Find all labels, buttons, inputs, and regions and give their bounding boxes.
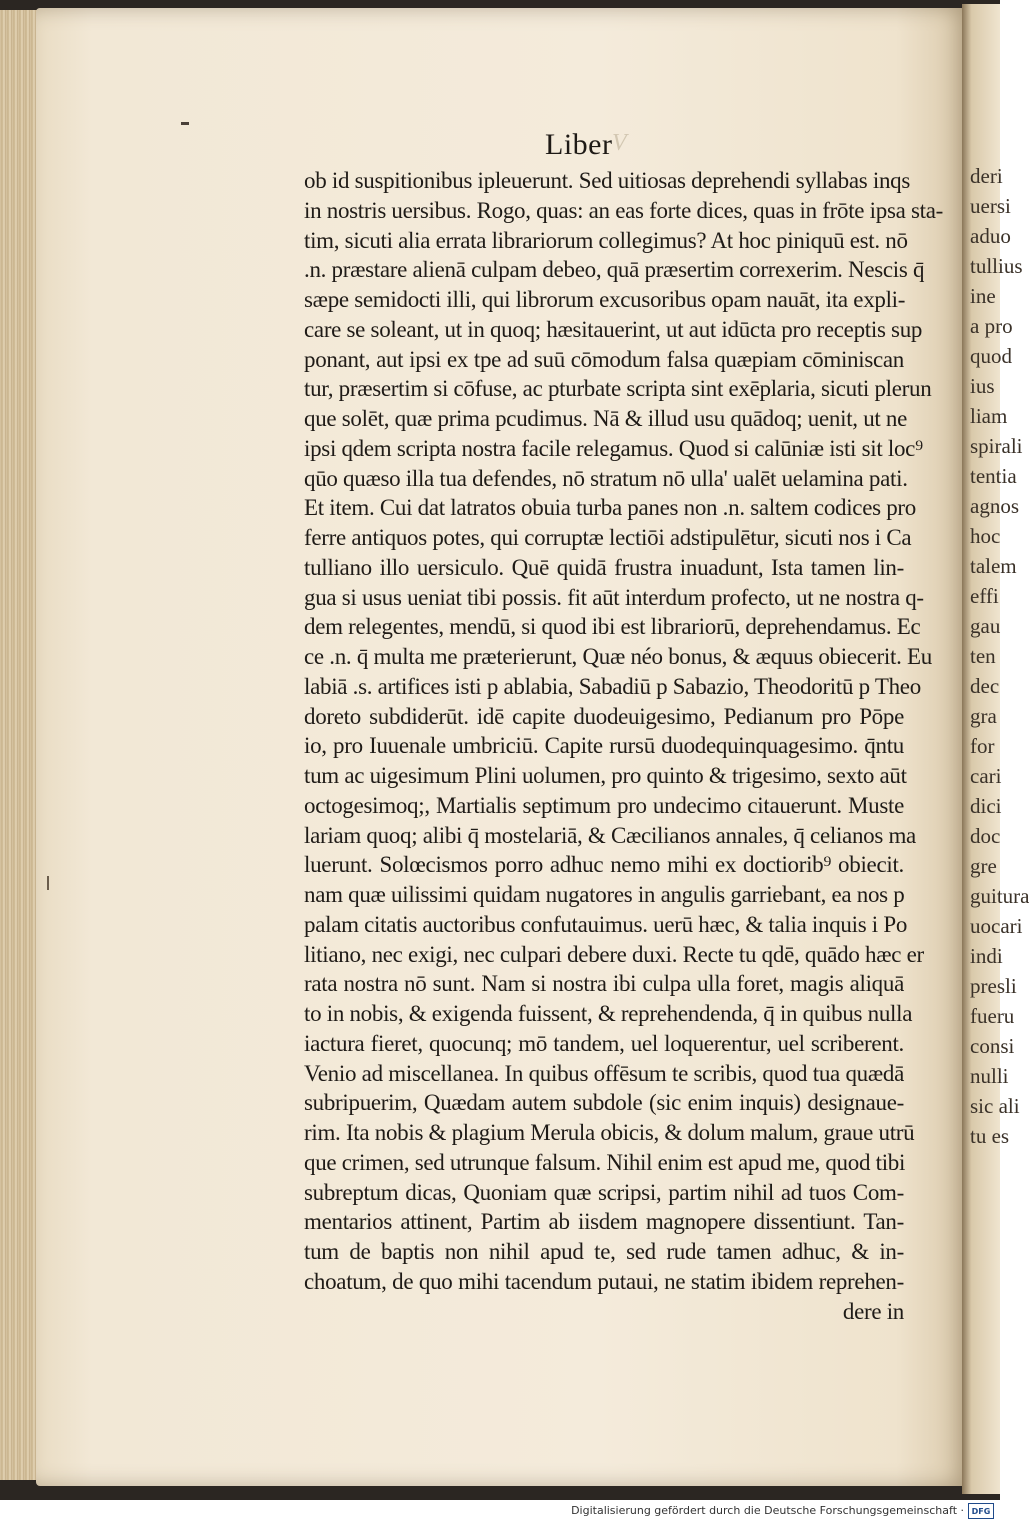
text-line: Venio ad miscellanea. In quibus offēsum te scribis, quod tua quædā (304, 1060, 904, 1086)
facing-page-fragment: talem (970, 554, 1017, 578)
facing-page-fragment: tentia (970, 464, 1017, 488)
text-line: tum ac uigesimum Plini uolumen, pro quinto & trigesimo, sexto aūt (304, 763, 907, 788)
text-line: que solēt, quæ prima pcudimus. Nā & illud usu quādoq; uenit, ut ne (304, 406, 908, 431)
text-line: que crimen, sed utrunque falsum. Nihil enim est apud me, quod tibi (304, 1149, 906, 1175)
text-line: tulliano illo uersiculo. Quē quidā frustra inuadunt, Ista tamen lin- (304, 554, 904, 580)
facing-page-fragment: agnos (970, 494, 1019, 518)
facing-page-fragment: uocari (970, 914, 1023, 938)
facing-page-fragment: dec (970, 674, 1000, 698)
text-line: ce .n. q̄ multa me præterierunt, Quæ néo bonus, & æquus obiecerit. Eu (304, 644, 932, 669)
text-line: subreptum dicas, Quoniam quæ scripsi, partim nihil ad tuos Com- (304, 1179, 904, 1205)
facing-page-fragment: nulli (970, 1064, 1009, 1088)
facing-page-fragment: hoc (970, 524, 1001, 548)
facing-page-fragment: gau (970, 614, 1001, 638)
dfg-logo-icon: DFG (968, 1503, 994, 1519)
text-line: palam citatis auctoribus confutauimus. uerū hæc, & talia inquis i Po (304, 911, 908, 937)
text-line: doreto subdiderūt. idē capite duodeuigesimo, Pedianum pro Pōpe (304, 703, 904, 729)
facing-page-fragment: tu es (970, 1124, 1010, 1148)
facing-page-fragment: liam (970, 404, 1008, 428)
text-line: dem relegentes, mendū, si quod ibi est librariorū, deprehendamus. Ec (304, 614, 921, 640)
margin-mark (47, 876, 49, 890)
facing-page-fragment: ten (970, 644, 996, 668)
text-line: mentarios attinent, Partim ab iisdem magnopere dissentiunt. Tan- (304, 1209, 904, 1235)
text-line: gua si usus ueniat tibi possis. fit aūt interdum profecto, ut ne nostra q- (304, 584, 924, 610)
facing-page-fragment: tullius (970, 254, 1023, 278)
text-line: io, pro Iuuenale umbriciū. Capite rursū duodequinquagesimo. q̄ntu (304, 733, 904, 759)
facing-page-fragment: aduo (970, 224, 1011, 248)
facing-page-fragment: a pro (970, 314, 1013, 338)
facing-page-fragment: ius (970, 374, 995, 398)
facing-page-fragment: presli (970, 974, 1017, 998)
text-line: Et item. Cui dat latratos obuia turba panes non .n. saltem codices pro (304, 495, 916, 521)
facing-page-fragment: indi (970, 944, 1003, 968)
text-line: litiano, nec exigi, nec culpari debere duxi. Recte tu qdē, quādo hæc er (304, 941, 924, 967)
text-line: tum de baptis non nihil apud te, sed rude tamen adhuc, & in- (304, 1239, 904, 1264)
facing-page-fragment: guitura (970, 884, 1029, 908)
text-line: octogesimoq;, Martialis septimum pro undecimo citauerunt. Muste (304, 792, 904, 818)
text-line: qūo quæso illa tua defendes, nō stratum nō ulla' ualēt uelamina pati. (304, 465, 908, 491)
facing-page-fragment: gra (970, 704, 997, 728)
ink-mark (181, 122, 189, 125)
text-line: luerunt. Solœcismos porro adhuc nemo mihi ex doctiorib⁹ obiecit. (304, 852, 904, 878)
facing-page (962, 4, 1029, 1494)
text-line: nam quæ uilissimi quidam nugatores in angulis garriebant, ea nos p (304, 882, 905, 907)
text-line: choatum, de quo mihi tacendum putaui, ne statim ibidem reprehen- (304, 1268, 904, 1294)
text-line: ob id suspitionibus ipleuerunt. Sed uitiosas deprehendi syllabas inqs (304, 168, 910, 193)
text-line: dere in (842, 1298, 904, 1324)
facing-page-fragment: sic ali (970, 1094, 1020, 1118)
facing-page-fragment: effi (970, 584, 999, 608)
facing-page-fragment: deri (970, 164, 1003, 188)
facing-page-fragment: ine (970, 284, 996, 308)
facing-page-fragment: cari (970, 764, 1002, 788)
facing-page-fragment: dici (970, 794, 1002, 818)
facing-page-fragment: gre (970, 854, 997, 878)
text-line: subripuerim, Quædam autem subdole (sic enim inquis) designaue- (304, 1090, 904, 1116)
text-line: labiā .s. artifices isti p ablabia, Sabadiū p Sabazio, Theodoritū p Theo (304, 673, 921, 699)
text-line: iactura fieret, quocunq; mō tandem, uel loquerentur, uel scriberent. (304, 1030, 904, 1056)
body-text (304, 166, 943, 1326)
text-line: .n. præstare alienā culpam debeo, quā præsertim correxerim. Nescis q̄ (304, 257, 925, 283)
funding-credit: Digitalisierung gefördert durch die Deutsche Forschungsgemeinschaft · (571, 1504, 964, 1517)
facing-page-fragment: for (970, 734, 995, 758)
text-line: in nostris uersibus. Rogo, quas: an eas forte dices, quas in frōte ipsa sta- (304, 197, 943, 223)
text-line: sæpe semidocti illi, qui librorum excusoribus opam nauāt, ita expli- (304, 287, 906, 312)
running-header: Liber (545, 128, 613, 161)
facing-page-fragment: uersi (970, 194, 1011, 218)
text-line: ponant, aut ipsi ex tpe ad suū cōmodum falsa quæpiam cōminiscan (304, 346, 904, 372)
text-line: tur, præsertim si cōfuse, ac pturbate scripta sint exēplaria, sicuti plerun (304, 376, 932, 402)
text-line: rata nostra nō sunt. Nam si nostra ibi culpa ulla foret, magis aliquā (304, 971, 904, 997)
facing-page-fragment: quod (970, 344, 1012, 368)
facing-page-fragment: spirali (970, 434, 1023, 458)
facing-page-fragment: consi (970, 1034, 1015, 1058)
text-line: to in nobis, & exigenda fuissent, & reprehendenda, q̄ in quibus nulla (304, 1001, 913, 1026)
text-line: lariam quoq; alibi q̄ mostelariā, & Cæcilianos annales, q̄ celianos ma (304, 822, 916, 848)
text-line: ferre antiquos potes, qui corruptæ lectiōi adstipulētur, sicuti nos i Ca (304, 525, 912, 550)
facing-page-fragment: doc (970, 824, 1001, 848)
text-line: ipsi qdem scripta nostra facile relegamus. Quod si calūniæ isti sit loc⁹ (304, 435, 923, 461)
facing-page-fragment: fueru (970, 1004, 1015, 1028)
text-line: rim. Ita nobis & plagium Merula obicis, & dolum malum, graue utrū (304, 1120, 915, 1145)
text-line: care se soleant, ut in quoq; hæsitauerint, ut aut idūcta pro receptis sup (304, 316, 923, 342)
text-line: tim, sicuti alia errata librariorum collegimus? At hoc piniquū est. nō (304, 227, 908, 253)
bleed-through-header: V (612, 130, 627, 156)
